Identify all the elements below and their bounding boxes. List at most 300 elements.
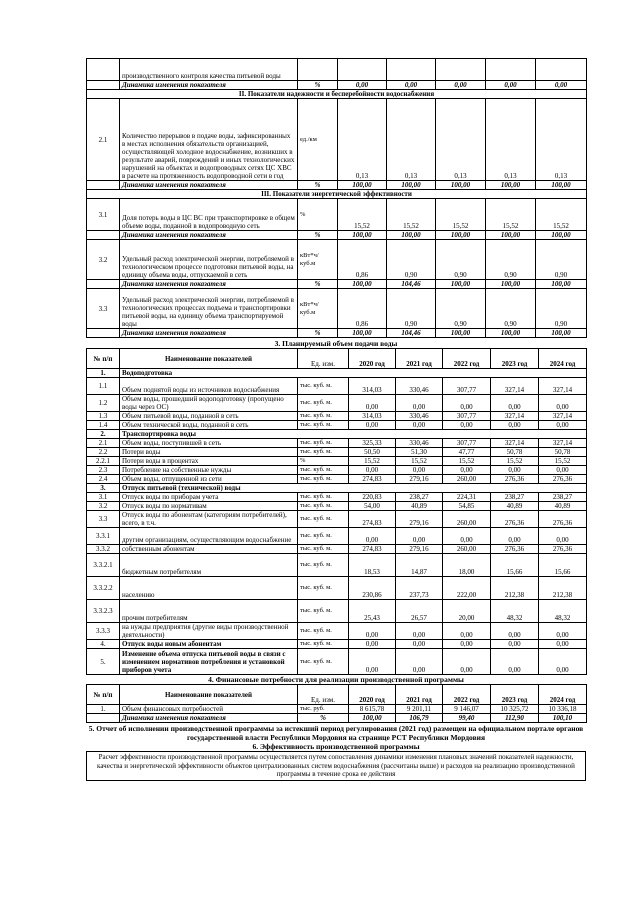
- table-row: [87, 475, 587, 484]
- value: 274,83: [349, 475, 396, 484]
- header-name: Наименование показателей: [120, 349, 298, 369]
- value: 276,36: [539, 475, 587, 484]
- value: 0,90: [387, 289, 436, 329]
- header-name: Наименование показателей: [120, 685, 298, 705]
- value: 15,52: [436, 199, 486, 231]
- value: 40,89: [539, 502, 587, 511]
- value: 276,36: [491, 545, 539, 554]
- indicator-name: Отпуск воды новым абонентам: [120, 640, 298, 649]
- indicator-name: Объем питьевой воды, поданной в сеть: [120, 412, 298, 421]
- header-row: [87, 349, 587, 369]
- value: 15,52: [387, 199, 436, 231]
- value: 279,16: [396, 545, 443, 554]
- header-year: 2020 год: [349, 685, 396, 705]
- value: 0,13: [387, 99, 436, 181]
- header-year: 2023 год: [491, 685, 539, 705]
- table-row: [87, 528, 587, 545]
- dynamics-value: 100,10: [539, 714, 587, 723]
- cell-empty: [436, 59, 486, 81]
- cell-empty: [87, 231, 120, 240]
- value: 0,00: [491, 623, 539, 640]
- table-row: [87, 395, 587, 412]
- value: 330,46: [396, 439, 443, 448]
- value: 279,16: [396, 511, 443, 528]
- row-number: 3.2: [87, 240, 120, 280]
- unit: тыс. куб. м.: [298, 511, 349, 528]
- row-number: 3.3.1: [87, 528, 120, 545]
- value: 0,00: [349, 640, 396, 649]
- row-number: 3.3: [87, 511, 120, 528]
- table-row: [87, 600, 587, 623]
- row-number: 2.2.1: [87, 457, 120, 466]
- header-num: № п/п: [87, 685, 120, 705]
- unit: тыс. куб. м.: [298, 448, 349, 457]
- unit: тыс. куб. м.: [298, 439, 349, 448]
- unit: тыс. куб. м.: [298, 528, 349, 545]
- dynamics-value: 0,00: [486, 81, 536, 90]
- row-number: 3.: [87, 484, 120, 493]
- value: 224,31: [443, 493, 491, 502]
- dynamics-label: Динамика изменения показателя: [120, 329, 298, 338]
- unit: тыс. куб. м.: [298, 545, 349, 554]
- indicator-name: Потери воды в процентах: [120, 457, 298, 466]
- header-year: 2024 год: [539, 685, 587, 705]
- value: 8 615,78: [349, 705, 396, 714]
- value: 15,52: [536, 199, 587, 231]
- indicator-name: населению: [120, 577, 298, 600]
- value: 20,00: [443, 600, 491, 623]
- table-row: [87, 554, 587, 577]
- value: 279,16: [396, 475, 443, 484]
- value: 276,36: [491, 511, 539, 528]
- value: 0,90: [436, 240, 486, 280]
- value: 0,00: [539, 640, 587, 649]
- value: 0,00: [443, 466, 491, 475]
- unit: тыс. куб. м.: [298, 421, 349, 430]
- indicator-name: Объем воды, отпущенной из сети: [120, 475, 298, 484]
- value: 40,89: [396, 502, 443, 511]
- dynamics-value: 0,00: [387, 81, 436, 90]
- unit: тыс. куб. м.: [298, 395, 349, 412]
- value: 0,00: [396, 649, 443, 675]
- dynamics-value: 100,00: [338, 280, 387, 289]
- indicator-name: Объем финансовых потребностей: [120, 705, 298, 714]
- dynamics-value: 100,00: [486, 231, 536, 240]
- row-number: 3.3.2.2: [87, 577, 120, 600]
- table-row: [87, 623, 587, 640]
- header-year: 2023 год: [491, 349, 539, 369]
- dynamics-value: 100,00: [536, 181, 587, 190]
- header-unit: Ед. изм.: [298, 685, 349, 705]
- header-year: 2021 год: [396, 349, 443, 369]
- dynamics-row: [87, 181, 587, 190]
- value: 15,52: [491, 457, 539, 466]
- value: 0,00: [491, 466, 539, 475]
- unit: кВт*ч/ куб.м: [298, 240, 338, 280]
- indicator-name: Объем воды, прошедший водоподготовку (пропущено воды через ОС): [120, 395, 298, 412]
- dynamics-label: Динамика изменения показателя: [120, 231, 298, 240]
- indicators-table: [86, 58, 587, 338]
- table-row: [87, 649, 587, 675]
- value: 0,00: [539, 466, 587, 475]
- row-number: 1.4: [87, 421, 120, 430]
- group-name: Водоподготовка: [120, 369, 587, 378]
- document-page: [86, 58, 586, 781]
- row-number: 2.1: [87, 439, 120, 448]
- value: 47,77: [443, 448, 491, 457]
- section-6-text: Расчет эффективности производственной программы осуществляется путем сопоставления динамики изменения плановых значений показателей надежности, качества и энергетической эффективности объектов централизованных систем водоснабжения (рассчитаны выше) и расходов на реализацию производственной программы в течение срока ее действия: [86, 751, 586, 781]
- value: 0,00: [443, 623, 491, 640]
- row-number: 1.3: [87, 412, 120, 421]
- indicator-name: Объем воды, поступившей в сеть: [120, 439, 298, 448]
- unit: тыс. куб. м.: [298, 600, 349, 623]
- dynamics-row: [87, 81, 587, 90]
- indicator-name: на нужды предприятия (другие виды производственной деятельности): [120, 623, 298, 640]
- unit: тыс. куб. м.: [298, 640, 349, 649]
- unit: тыс. куб. м.: [298, 577, 349, 600]
- value: 0,00: [396, 623, 443, 640]
- dynamics-value: 100,00: [436, 329, 486, 338]
- value: 15,52: [338, 199, 387, 231]
- row-number: 2.: [87, 430, 120, 439]
- dynamics-label: Динамика изменения показателя: [120, 81, 298, 90]
- value: 238,27: [396, 493, 443, 502]
- dynamics-value: 100,00: [536, 231, 587, 240]
- value: 14,87: [396, 554, 443, 577]
- value: 25,43: [349, 600, 396, 623]
- value: 327,14: [491, 412, 539, 421]
- table-row: [87, 289, 587, 329]
- dynamics-row: [87, 714, 587, 723]
- group-row: [87, 430, 587, 439]
- indicator-name: Отпуск воды по нормативам: [120, 502, 298, 511]
- row-number: 3.1: [87, 199, 120, 231]
- header-year: 2022 год: [443, 685, 491, 705]
- unit: тыс. куб. м.: [298, 466, 349, 475]
- dynamics-unit: %: [298, 181, 338, 190]
- value: 238,27: [539, 493, 587, 502]
- dynamics-label: Динамика изменения показателя: [120, 181, 298, 190]
- value: 15,52: [443, 457, 491, 466]
- value: 51,30: [396, 448, 443, 457]
- value: 50,78: [539, 448, 587, 457]
- section-title: III. Показатели энергетической эффективности: [87, 190, 587, 199]
- unit: тыс. куб. м.: [298, 623, 349, 640]
- value: 237,73: [396, 577, 443, 600]
- indicator-name: Отпуск воды по приборам учета: [120, 493, 298, 502]
- value: 15,52: [349, 457, 396, 466]
- dynamics-value: 99,40: [443, 714, 491, 723]
- table-row: [87, 378, 587, 395]
- row-number: 1.: [87, 369, 120, 378]
- table-row: [87, 199, 587, 231]
- dynamics-value: 0,00: [436, 81, 486, 90]
- section-5-title: 5. Отчет об исполнении производственной программы за истекший период регулирования (2021 год) размещен на официальном портале органов государственной власти Республики Мордовия на странице РСТ Республики Мордовия: [88, 724, 584, 742]
- value: 0,00: [396, 395, 443, 412]
- value: 40,89: [491, 502, 539, 511]
- dynamics-value: 100,00: [338, 181, 387, 190]
- row-number: 5.: [87, 649, 120, 675]
- indicator-name: производственного контроля качества питьевой воды: [120, 59, 298, 81]
- indicator-name: другим организациям, осуществляющим водоснабжение: [120, 528, 298, 545]
- header-year: 2022 год: [443, 349, 491, 369]
- value: 15,52: [539, 457, 587, 466]
- value: 50,50: [349, 448, 396, 457]
- dynamics-value: 100,00: [338, 231, 387, 240]
- value: 314,03: [349, 378, 396, 395]
- value: 220,83: [349, 493, 396, 502]
- value: 238,27: [491, 493, 539, 502]
- value: 9 146,07: [443, 705, 491, 714]
- indicator-name: Доля потерь воды в ЦС ВС при транспортировке в общем объеме воды, поданной в водопроводную сеть: [120, 199, 298, 231]
- cell-empty: [536, 59, 587, 81]
- group-name: Отпуск питьевой (технической) воды: [120, 484, 587, 493]
- dynamics-label: Динамика изменения показателя: [120, 280, 298, 289]
- value: 274,83: [349, 545, 396, 554]
- dynamics-unit: %: [298, 280, 338, 289]
- table-row: [87, 59, 587, 81]
- value: 0,00: [349, 421, 396, 430]
- value: 15,66: [491, 554, 539, 577]
- value: 0,00: [491, 421, 539, 430]
- group-name: Транспортировка воды: [120, 430, 587, 439]
- value: 325,33: [349, 439, 396, 448]
- value: 54,00: [349, 502, 396, 511]
- table-row: [87, 502, 587, 511]
- value: 0,13: [536, 99, 587, 181]
- dynamics-row: [87, 231, 587, 240]
- unit: тыс. куб. м.: [298, 493, 349, 502]
- dynamics-value: 100,00: [536, 329, 587, 338]
- table-row: [87, 511, 587, 528]
- section-title: II. Показатели надежности и бесперебойности водоснабжения: [87, 90, 587, 99]
- section-4-title: 4. Финансовые потребности для реализации производственной программы: [208, 675, 464, 684]
- value: 0,00: [443, 421, 491, 430]
- indicator-name: Потребление на собственные нужды: [120, 466, 298, 475]
- cell-empty: [387, 59, 436, 81]
- value: 0,90: [486, 289, 536, 329]
- row-number: 3.3.2: [87, 545, 120, 554]
- value: 260,00: [443, 475, 491, 484]
- value: 48,32: [491, 600, 539, 623]
- value: 0,00: [443, 640, 491, 649]
- row-number: 2.3: [87, 466, 120, 475]
- dynamics-unit: %: [298, 714, 349, 723]
- dynamics-value: 100,00: [349, 714, 396, 723]
- section-3-title: 3. Планируемый объем подачи воды: [274, 339, 398, 348]
- value: 26,57: [396, 600, 443, 623]
- value: 0,00: [539, 421, 587, 430]
- group-row: [87, 484, 587, 493]
- table-row: [87, 99, 587, 181]
- table-row: [87, 421, 587, 430]
- dynamics-value: 100,00: [436, 280, 486, 289]
- table-row: [87, 577, 587, 600]
- dynamics-unit: %: [298, 231, 338, 240]
- unit: %: [298, 199, 338, 231]
- value: 260,00: [443, 511, 491, 528]
- value: 0,00: [396, 466, 443, 475]
- indicator-name: Удельный расход электрической энергии, потребляемой в технологическом процессе подготовки питьевой воды, на единицу объема воды, отпускаемой в сеть: [120, 240, 298, 280]
- unit: тыс. куб. м.: [298, 502, 349, 511]
- cell-empty: [87, 280, 120, 289]
- row-number: 1.1: [87, 378, 120, 395]
- value: 212,38: [539, 577, 587, 600]
- value: 276,36: [491, 475, 539, 484]
- row-number: 1.: [87, 705, 120, 714]
- table-row: [87, 240, 587, 280]
- unit: тыс. куб. м.: [298, 475, 349, 484]
- value: 222,00: [443, 577, 491, 600]
- value: 212,38: [491, 577, 539, 600]
- unit: тыс. куб. м.: [298, 554, 349, 577]
- value: 0,00: [491, 649, 539, 675]
- unit: ед./км: [298, 99, 338, 181]
- dynamics-value: 100,00: [436, 231, 486, 240]
- value: 0,00: [539, 528, 587, 545]
- dynamics-value: 104,46: [387, 280, 436, 289]
- value: 10 325,72: [491, 705, 539, 714]
- unit: %: [298, 457, 349, 466]
- cell-empty: [87, 181, 120, 190]
- unit: тыс. куб. м.: [298, 378, 349, 395]
- cell-empty: [87, 329, 120, 338]
- indicator-name: собственным абонентам: [120, 545, 298, 554]
- value: 0,90: [387, 240, 436, 280]
- dynamics-value: 0,00: [536, 81, 587, 90]
- value: 0,13: [436, 99, 486, 181]
- table-row: [87, 457, 587, 466]
- value: 0,13: [338, 99, 387, 181]
- value: 0,90: [536, 240, 587, 280]
- cell-empty: [87, 714, 120, 723]
- section-6-title: 6. Эффективность производственной программы: [252, 742, 420, 751]
- unit: тыс. куб. м.: [298, 649, 349, 675]
- value: 18,00: [443, 554, 491, 577]
- dynamics-row: [87, 329, 587, 338]
- value: 0,00: [491, 640, 539, 649]
- value: 15,52: [486, 199, 536, 231]
- value: 0,00: [443, 395, 491, 412]
- cell-empty: [87, 59, 120, 81]
- section-header-row: [87, 190, 587, 199]
- row-number: 3.1: [87, 493, 120, 502]
- header-row: [87, 685, 587, 705]
- value: 327,14: [539, 439, 587, 448]
- dynamics-value: 100,00: [536, 280, 587, 289]
- water-volume-table: [86, 348, 587, 675]
- dynamics-value: 112,90: [491, 714, 539, 723]
- value: 54,85: [443, 502, 491, 511]
- value: 0,86: [338, 240, 387, 280]
- unit: тыс. руб.: [298, 705, 349, 714]
- dynamics-row: [87, 280, 587, 289]
- value: 307,77: [443, 378, 491, 395]
- header-year: 2024 год: [539, 349, 587, 369]
- dynamics-unit: %: [298, 329, 338, 338]
- value: 307,77: [443, 412, 491, 421]
- row-number: 3.3.2.3: [87, 600, 120, 623]
- row-number: 2.4: [87, 475, 120, 484]
- dynamics-label: Динамика изменения показателя: [120, 714, 298, 723]
- value: 276,36: [539, 511, 587, 528]
- value: 330,46: [396, 378, 443, 395]
- row-number: 2.2: [87, 448, 120, 457]
- value: 0,00: [396, 640, 443, 649]
- table-row: [87, 545, 587, 554]
- value: 327,14: [539, 378, 587, 395]
- value: 0,00: [396, 528, 443, 545]
- cell-empty: [87, 81, 120, 90]
- dynamics-value: 104,46: [387, 329, 436, 338]
- value: 230,86: [349, 577, 396, 600]
- value: 327,14: [491, 378, 539, 395]
- value: 260,00: [443, 545, 491, 554]
- value: 0,00: [349, 528, 396, 545]
- table-row: [87, 493, 587, 502]
- value: 307,77: [443, 439, 491, 448]
- value: 0,00: [443, 528, 491, 545]
- indicator-name: Объем технической воды, поданной в сеть: [120, 421, 298, 430]
- value: 0,00: [491, 528, 539, 545]
- table-row: [87, 705, 587, 714]
- value: 10 336,18: [539, 705, 587, 714]
- value: 0,90: [486, 240, 536, 280]
- header-num: № п/п: [87, 349, 120, 369]
- header-year: 2021 год: [396, 685, 443, 705]
- value: 15,52: [396, 457, 443, 466]
- unit: тыс. куб. м.: [298, 412, 349, 421]
- value: 274,83: [349, 511, 396, 528]
- row-number: 2.1: [87, 99, 120, 181]
- value: 48,32: [539, 600, 587, 623]
- indicator-name: Потери воды: [120, 448, 298, 457]
- value: 50,78: [491, 448, 539, 457]
- dynamics-value: 100,00: [486, 280, 536, 289]
- value: 0,00: [349, 466, 396, 475]
- dynamics-value: 106,79: [396, 714, 443, 723]
- value: 0,00: [539, 649, 587, 675]
- dynamics-value: 0,00: [338, 81, 387, 90]
- value: 0,13: [486, 99, 536, 181]
- header-year: 2020 год: [349, 349, 396, 369]
- cell-empty: [298, 59, 338, 81]
- dynamics-value: 100,00: [436, 181, 486, 190]
- dynamics-value: 100,00: [486, 181, 536, 190]
- value: 276,36: [539, 545, 587, 554]
- indicator-name: Отпуск воды по абонентам (категориям потребителей), всего, в т.ч.: [120, 511, 298, 528]
- dynamics-value: 100,00: [338, 329, 387, 338]
- value: 330,46: [396, 412, 443, 421]
- value: 0,00: [443, 649, 491, 675]
- dynamics-value: 100,00: [486, 329, 536, 338]
- value: 0,86: [338, 289, 387, 329]
- indicator-name: прочим потребителям: [120, 600, 298, 623]
- section-header-row: [87, 90, 587, 99]
- row-number: 3.3.2.1: [87, 554, 120, 577]
- table-row: [87, 466, 587, 475]
- row-number: 3.3.3: [87, 623, 120, 640]
- dynamics-value: 100,00: [387, 181, 436, 190]
- value: 15,66: [539, 554, 587, 577]
- value: 0,90: [436, 289, 486, 329]
- dynamics-unit: %: [298, 81, 338, 90]
- indicator-name: Количество перерывов в подаче воды, зафиксированных в местах исполнения обязательств организацией, осуществляющей холодное водоснабжение, возникших в результате аварий, повреждений и иных технологических нарушений на объектах и водопроводных сетях ЦС ХВС в расчете на протяженность водопроводной сети в год: [120, 99, 298, 181]
- value: 0,00: [396, 421, 443, 430]
- value: 0,00: [491, 395, 539, 412]
- value: 327,14: [539, 412, 587, 421]
- header-unit: Ед. изм.: [298, 349, 349, 369]
